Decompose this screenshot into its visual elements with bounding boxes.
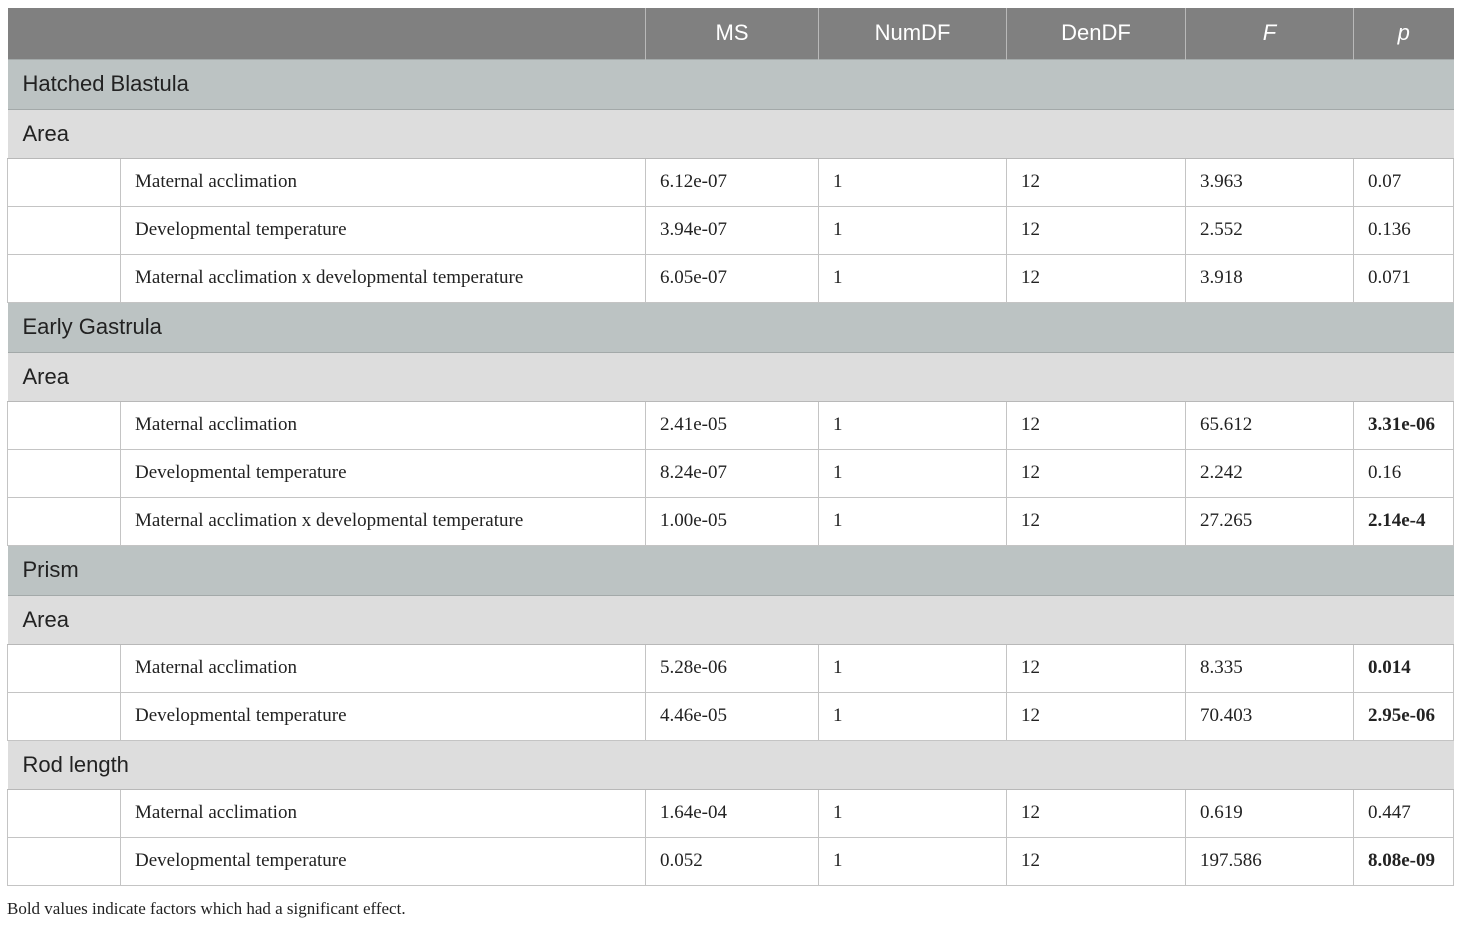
p-cell: 2.14e-4 [1354, 497, 1454, 545]
factor-cell: Maternal acclimation [121, 644, 646, 692]
table-row [8, 837, 1454, 885]
ms-cell: 8.24e-07 [646, 449, 819, 497]
factor-cell: Maternal acclimation x developmental temperature [121, 497, 646, 545]
indent-cell [8, 254, 121, 302]
f-cell: 0.619 [1186, 789, 1354, 837]
factor-cell: Developmental temperature [121, 449, 646, 497]
numdf-cell: 1 [819, 692, 1007, 740]
numdf-cell: 1 [819, 837, 1007, 885]
f-cell: 3.963 [1186, 158, 1354, 206]
table-row [8, 497, 1454, 545]
factor-cell: Maternal acclimation [121, 158, 646, 206]
indent-cell [8, 158, 121, 206]
measure-row [8, 740, 1454, 789]
ms-cell: 1.64e-04 [646, 789, 819, 837]
ms-cell: 4.46e-05 [646, 692, 819, 740]
p-cell: 0.071 [1354, 254, 1454, 302]
ms-cell: 2.41e-05 [646, 401, 819, 449]
numdf-cell: 1 [819, 644, 1007, 692]
ms-cell: 0.052 [646, 837, 819, 885]
factor-cell: Developmental temperature [121, 206, 646, 254]
stage-label: Hatched Blastula [8, 59, 1454, 109]
indent-cell [8, 644, 121, 692]
header-dendf: DenDF [1007, 8, 1186, 59]
measure-row [8, 595, 1454, 644]
dendf-cell: 12 [1007, 644, 1186, 692]
indent-cell [8, 692, 121, 740]
table-footnote: Bold values indicate factors which had a significant effect. [7, 899, 406, 918]
stage-label: Early Gastrula [8, 302, 1454, 352]
table-row [8, 644, 1454, 692]
f-cell: 65.612 [1186, 401, 1354, 449]
numdf-cell: 1 [819, 206, 1007, 254]
factor-cell: Developmental temperature [121, 837, 646, 885]
ms-cell: 3.94e-07 [646, 206, 819, 254]
ms-cell: 6.12e-07 [646, 158, 819, 206]
p-cell: 2.95e-06 [1354, 692, 1454, 740]
indent-cell [8, 789, 121, 837]
indent-cell [8, 206, 121, 254]
numdf-cell: 1 [819, 789, 1007, 837]
dendf-cell: 12 [1007, 401, 1186, 449]
dendf-cell: 12 [1007, 449, 1186, 497]
numdf-cell: 1 [819, 401, 1007, 449]
p-cell: 0.447 [1354, 789, 1454, 837]
table-row [8, 158, 1454, 206]
anova-table [7, 8, 1454, 886]
numdf-cell: 1 [819, 449, 1007, 497]
f-cell: 3.918 [1186, 254, 1354, 302]
dendf-cell: 12 [1007, 158, 1186, 206]
p-cell: 0.014 [1354, 644, 1454, 692]
f-cell: 197.586 [1186, 837, 1354, 885]
f-cell: 2.242 [1186, 449, 1354, 497]
stage-row [8, 302, 1454, 352]
f-cell: 70.403 [1186, 692, 1354, 740]
stage-label: Prism [8, 545, 1454, 595]
header-f: F [1186, 8, 1354, 59]
p-cell: 0.136 [1354, 206, 1454, 254]
dendf-cell: 12 [1007, 206, 1186, 254]
dendf-cell: 12 [1007, 497, 1186, 545]
indent-cell [8, 837, 121, 885]
numdf-cell: 1 [819, 497, 1007, 545]
header-p: p [1354, 8, 1454, 59]
indent-cell [8, 497, 121, 545]
dendf-cell: 12 [1007, 692, 1186, 740]
indent-cell [8, 401, 121, 449]
stage-row [8, 59, 1454, 109]
measure-label: Area [8, 109, 1454, 158]
measure-row [8, 109, 1454, 158]
table-row [8, 254, 1454, 302]
table-row [8, 449, 1454, 497]
measure-label: Rod length [8, 740, 1454, 789]
factor-cell: Maternal acclimation [121, 401, 646, 449]
measure-label: Area [8, 595, 1454, 644]
p-cell: 0.16 [1354, 449, 1454, 497]
p-cell: 8.08e-09 [1354, 837, 1454, 885]
header-row [8, 8, 1454, 59]
table-row [8, 206, 1454, 254]
stage-row [8, 545, 1454, 595]
table-row [8, 401, 1454, 449]
f-cell: 27.265 [1186, 497, 1354, 545]
factor-cell: Maternal acclimation x developmental temperature [121, 254, 646, 302]
header-ms: MS [646, 8, 819, 59]
ms-cell: 6.05e-07 [646, 254, 819, 302]
p-cell: 0.07 [1354, 158, 1454, 206]
header-factor [8, 8, 646, 59]
numdf-cell: 1 [819, 254, 1007, 302]
indent-cell [8, 449, 121, 497]
measure-row [8, 352, 1454, 401]
table-header [8, 8, 1454, 59]
measure-label: Area [8, 352, 1454, 401]
factor-cell: Developmental temperature [121, 692, 646, 740]
factor-cell: Maternal acclimation [121, 789, 646, 837]
header-numdf: NumDF [819, 8, 1007, 59]
dendf-cell: 12 [1007, 254, 1186, 302]
ms-cell: 5.28e-06 [646, 644, 819, 692]
p-cell: 3.31e-06 [1354, 401, 1454, 449]
table-row [8, 692, 1454, 740]
dendf-cell: 12 [1007, 789, 1186, 837]
dendf-cell: 12 [1007, 837, 1186, 885]
f-cell: 8.335 [1186, 644, 1354, 692]
table-body [8, 59, 1454, 885]
ms-cell: 1.00e-05 [646, 497, 819, 545]
table-row [8, 789, 1454, 837]
f-cell: 2.552 [1186, 206, 1354, 254]
numdf-cell: 1 [819, 158, 1007, 206]
